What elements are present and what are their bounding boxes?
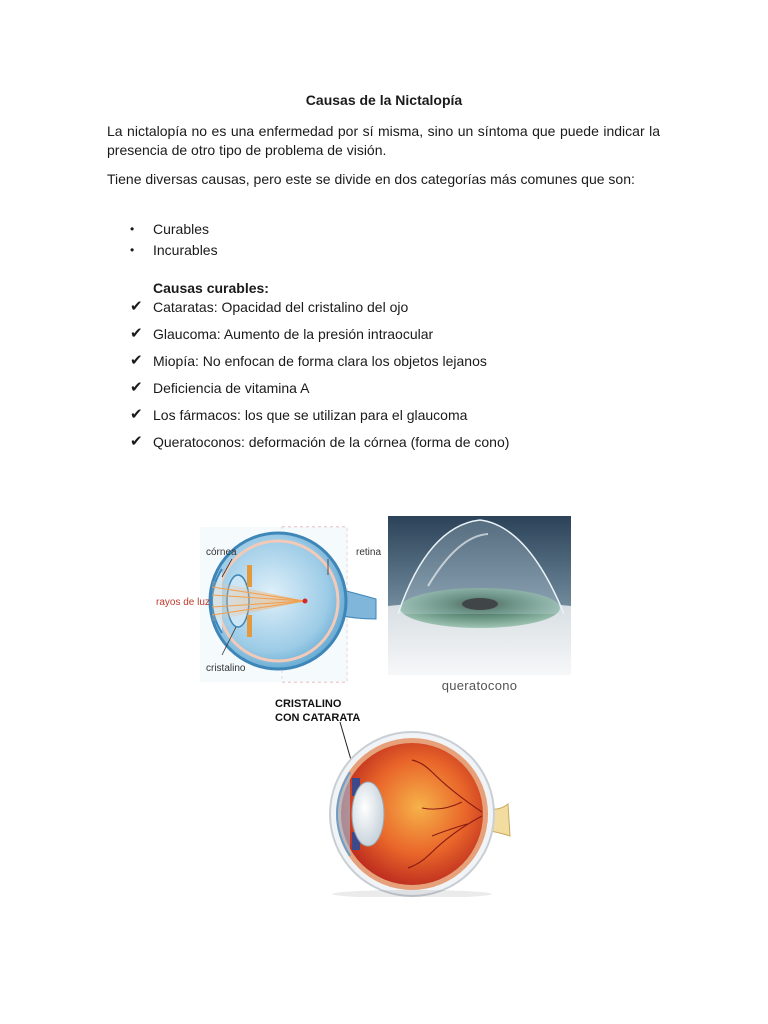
list-item: [130, 296, 509, 323]
curable-heading: Causas curables:: [153, 280, 269, 296]
list-item-label: Curables: [153, 221, 210, 237]
cornea-label: córnea: [206, 547, 237, 558]
intro-paragraph: La nictalopía no es una enfermedad por sí misma, sino un síntoma que puede indicar la presencia de otro tipo de problema de visión.: [107, 123, 660, 158]
list-item-label: Los fármacos: los que se utilizan para el glaucoma: [153, 407, 468, 423]
checkmark-icon: ✔: [130, 406, 143, 423]
cataract-label-line-2: CON CATARATA: [275, 712, 361, 724]
checkmark-icon: ✔: [130, 433, 143, 450]
list-item: [130, 323, 509, 350]
light-rays-label: rayos de luz: [156, 597, 210, 608]
checkmark-icon: ✔: [130, 325, 143, 342]
lens-label: cristalino: [206, 663, 246, 674]
causes-paragraph: Tiene diversas causas, pero este se divide en dos categorías más comunes que son:: [107, 171, 635, 187]
curable-causes-list: [130, 296, 509, 458]
list-item-label: Miopía: No enfocan de forma clara los objetos lejanos: [153, 353, 487, 369]
cataract-eye-illustration: [262, 712, 512, 897]
list-item-label: Glaucoma: Aumento de la presión intraocular: [153, 326, 434, 342]
checkmark-icon: ✔: [130, 379, 143, 396]
checkmark-icon: ✔: [130, 352, 143, 369]
list-item: [130, 219, 218, 240]
category-list: [130, 219, 218, 261]
bullet-icon: •: [130, 243, 135, 257]
myopia-eye-diagram: [150, 515, 385, 687]
keratoconus-caption: queratocono: [441, 678, 518, 693]
keratoconus-image: [388, 516, 571, 675]
list-item: [130, 350, 509, 377]
checkmark-icon: ✔: [130, 298, 143, 315]
list-item: [130, 404, 509, 431]
retina-label: retina: [356, 547, 382, 558]
list-item-label: Incurables: [153, 242, 218, 258]
list-item-label: Queratoconos: deformación de la córnea (forma de cono): [153, 434, 510, 450]
page-title: Causas de la Nictalopía: [305, 92, 463, 108]
cataract-label-line-1: CRISTALINO: [275, 698, 342, 710]
list-item-label: Deficiencia de vitamina A: [153, 380, 310, 396]
list-item: [130, 431, 509, 458]
list-item: [130, 240, 218, 261]
list-item-label: Cataratas: Opacidad del cristalino del ojo: [153, 299, 409, 315]
bullet-icon: •: [130, 222, 135, 236]
list-item: [130, 377, 509, 404]
